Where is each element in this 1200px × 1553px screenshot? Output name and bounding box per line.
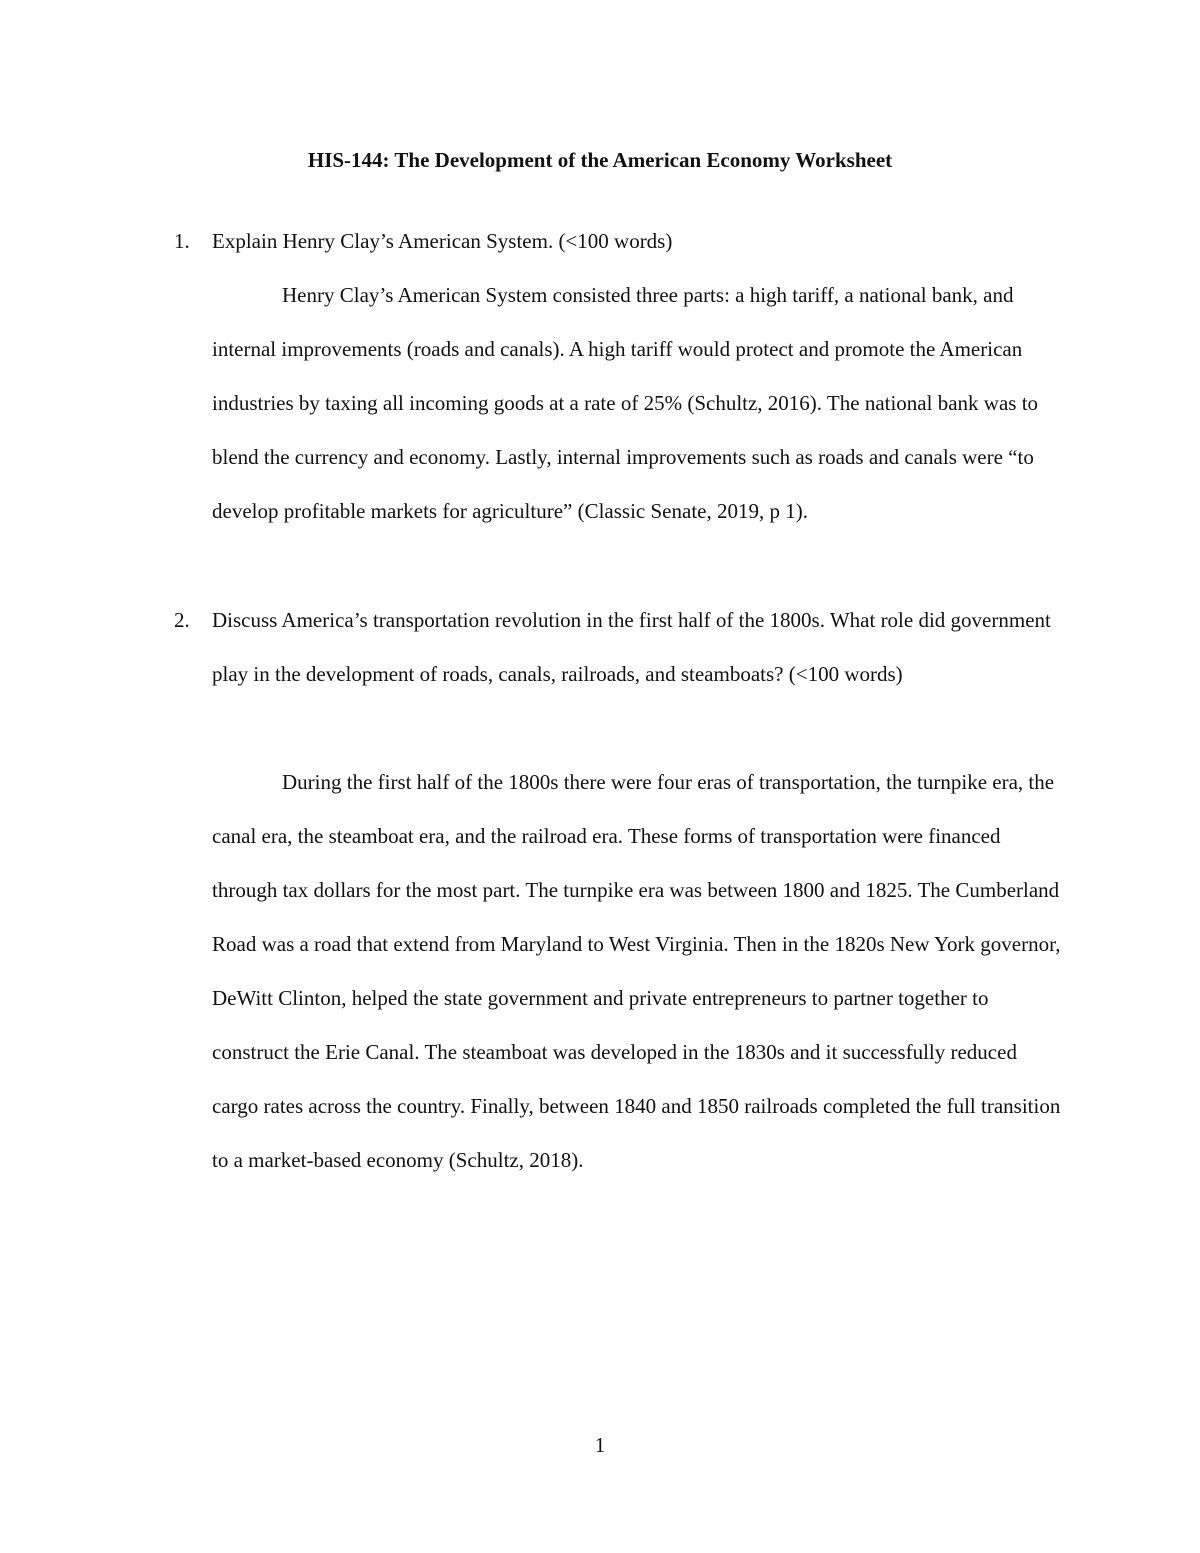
document-title: HIS-144: The Development of the American Economy Worksheet [307, 148, 893, 172]
question-prompt: Discuss America’s transportation revolution in the first half of the 1800s. What role did government play in the development of roads, canals, railroads, and steamboats? (<100 words) [212, 608, 1051, 686]
question-number: 1. [174, 229, 190, 253]
answer-1: Henry Clay’s American System consisted three parts: a high tariff, a national bank, and internal improvements (roads and canals). A high tariff would protect and promote the American industries by taxing all incoming goods at a rate of 25% (Schultz, 2016). The national bank was to blend the currency and economy. Lastly, internal improvements such as roads and canals were “to develop profitable markets for agriculture” (Classic Senate, 2019, p 1). [212, 283, 1039, 523]
page-number: 1 [594, 1433, 606, 1457]
question-prompt: Explain Henry Clay’s American System. (<100 words) [212, 229, 673, 253]
question-number: 2. [174, 608, 190, 632]
question-1 [174, 214, 1064, 268]
question-2 [174, 593, 1064, 701]
answer-2: During the first half of the 1800s there were four eras of transportation, the turnpike era, the canal era, the steamboat era, and the railroad era. These forms of transportation were financed through tax dollars for the most part. The turnpike era was between 1800 and 1825. The Cumberland Road was a road that extend from Maryland to West Virginia. Then in the 1820s New York governor, DeWitt Clinton, helped the state government and private entrepreneurs to partner together to construct the Erie Canal. The steamboat was developed in the 1830s and it successfully reduced cargo rates across the country. Finally, between 1840 and 1850 railroads completed the full transition to a market-based economy (Schultz, 2018). [212, 770, 1061, 1172]
